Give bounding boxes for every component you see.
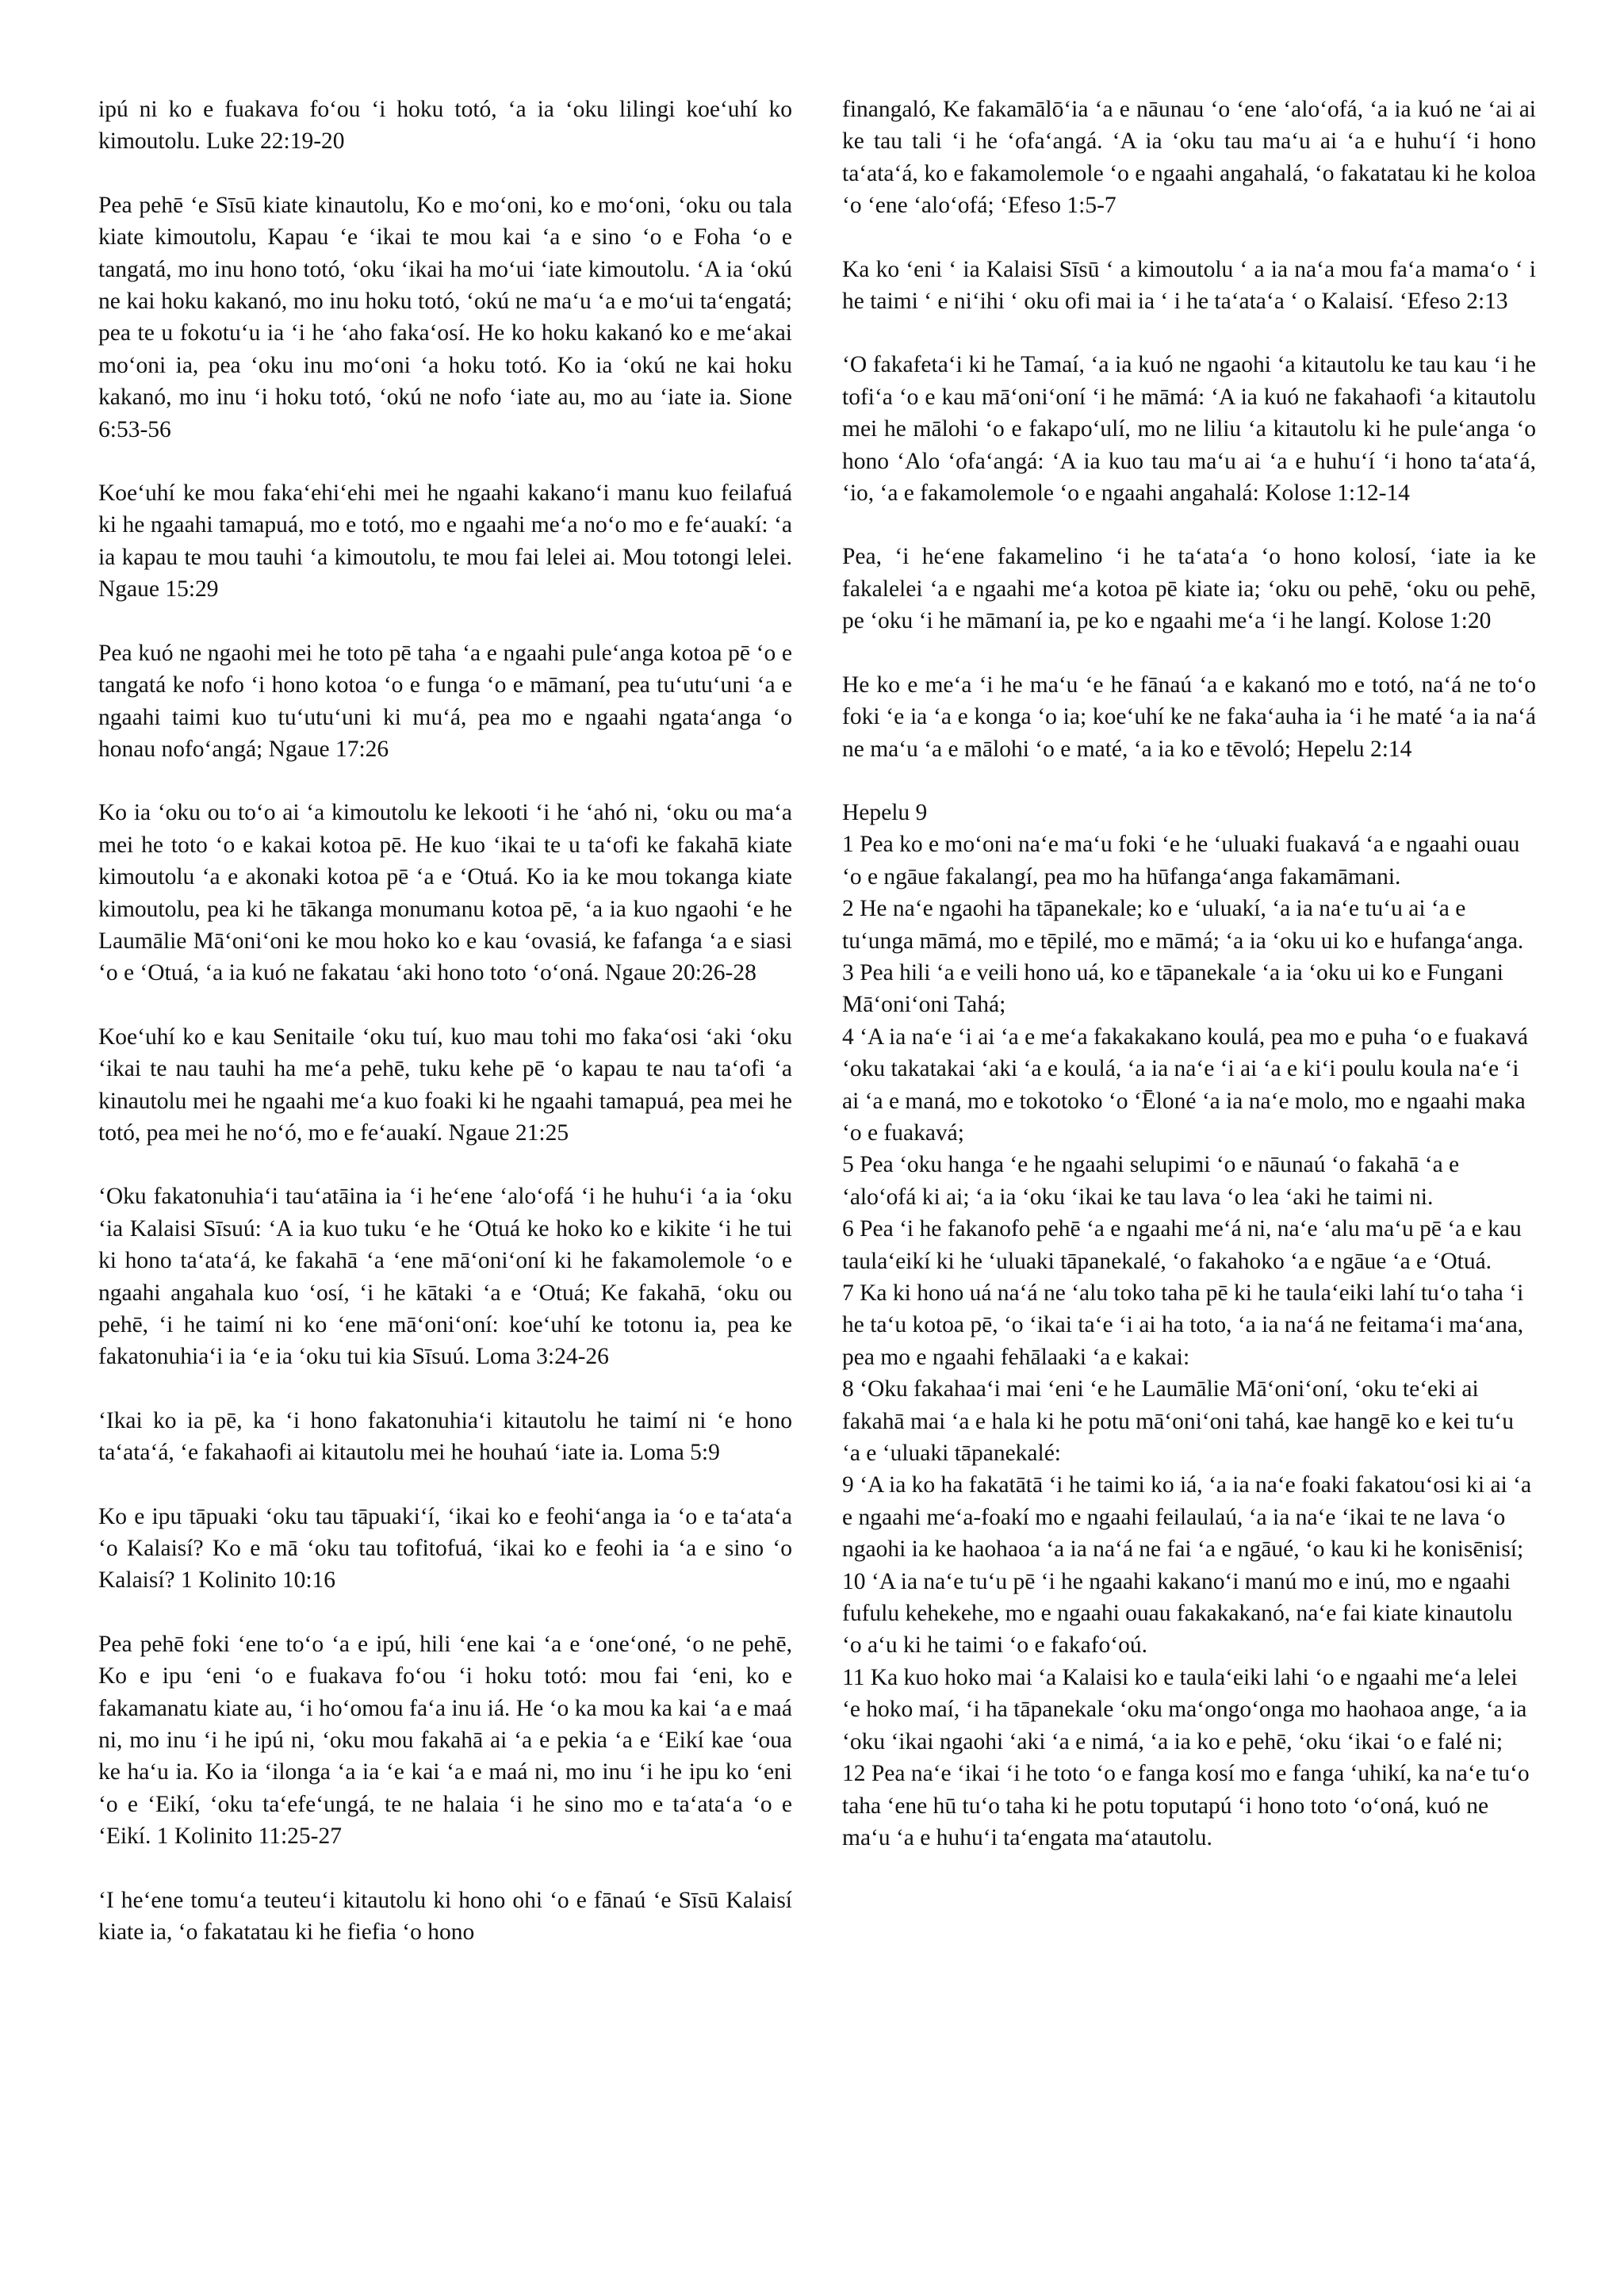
paragraph: Ko ia ʻoku ou toʻo ai ʻa kimoutolu ke lekooti ʻi he ʻahó ni, ʻoku ou maʻa mei he toto ʻo e kakai kotoa pē. He kuo ʻikai te u taʻofi ke fakahā kiate kimoutolu ʻa e akonaki kotoa pē ʻa e ʻOtuá. Ko ia ke mou tokanga kiate kimoutolu, pea ki he tākanga monumanu kotoa pē, ʻa ia kuo ngaohi ʻe he Laumālie Māʻoniʻoni ke mou hoko ko e kau ʻovasiá, ke fafanga ʻa e siasi ʻo e ʻOtuá, ʻa ia kuó ne fakatau ʻaki hono toto ʻoʻoná. Ngaue 20:26-28 [98,800,792,986]
paragraph: He ko e meʻa ʻi he maʻu ʻe he fānaú ʻa e kakanó mo e totó, naʻá ne toʻo foki ʻe ia ʻa e konga ʻo ia; koeʻuhí ke ne fakaʻauha ia ʻi he maté ʻa ia naʻá ne maʻu ʻa e mālohi ʻo e maté, ʻa ia ko e tēvoló; Hepelu 2:14 [842,672,1536,762]
chapter-heading: Hepelu 9 [842,799,928,825]
verse: 11 Ka kuo hoko mai ʻa Kalaisi ko e taulaʻeiki lahi ʻo e ngaahi meʻa lelei ʻe hoko maí, ʻi ha tāpanekale ʻoku maʻongoʻonga mo haohaoa ange, ʻa ia ʻoku ʻikai ngaohi ʻaki ʻa e nimá, ʻa ia ko e pehē, ʻoku ʻikai ʻo e falé ni; [842,1664,1527,1755]
left-column [98,94,792,1980]
verse: 12 Pea naʻe ʻikai ʻi he toto ʻo e fanga kosí mo e fanga ʻuhikí, ka naʻe tuʻo taha ʻene hū tuʻo taha ki he potu toputapú ʻi hono toto ʻoʻoná, kuó ne maʻu ʻa e huhuʻi taʻengata maʻatautolu. [842,1761,1530,1850]
hebrews-9-section [842,797,1536,1854]
paragraph: Ka ko ʻeni ʻ ia Kalaisi Sīsū ʻ a kimoutolu ʻ a ia naʻa mou faʻa mamaʻo ʻ i he taimi ʻ e niʻihi ʻ oku ofi mai ia ʻ i he taʻataʻa ʻ o Kalaisí. ʻEfeso 2:13 [842,256,1536,315]
verse: 2 He naʻe ngaohi ha tāpanekale; ko e ʻuluakí, ʻa ia naʻe tuʻu ai ʻa e tuʻunga māmá, mo e tēpilé, mo e māmá; ʻa ia ʻoku ui ko e hufangaʻanga. [842,896,1524,954]
paragraph: finangaló, Ke fakamālōʻia ʻa e nāunau ʻo ʻene ʻaloʻofá, ʻa ia kuó ne ʻai ai ke tau tali ʻi he ʻofaʻangá. ʻA ia ʻoku tau maʻu ai ʻa e huhuʻí ʻi hono taʻataʻá, ko e fakamolemole ʻo e ngaahi angahalá, ʻo fakatatau ki he koloa ʻo ʻene ʻaloʻofá; ʻEfeso 1:5-7 [842,97,1536,219]
verse: 9 ʻA ia ko ha fakatātā ʻi he taimi ko iá, ʻa ia naʻe foaki fakatouʻosi ki ai ʻa e ngaahi meʻa-foakí mo e ngaahi feilaulaú, ʻa ia naʻe ʻikai te ne lava ʻo ngaohi ia ke haohaoa ʻa ia naʻá ne fai ʻa e ngāué, ʻo kau ki he konisēnisí; [842,1472,1532,1563]
paragraph: Ko e ipu tāpuaki ʻoku tau tāpuakiʻí, ʻikai ko e feohiʻanga ia ʻo e taʻataʻa ʻo Kalaisí? Ko e mā ʻoku tau tofitofuá, ʻikai ko e feohi ia ʻa e sino ʻo Kalaisí? 1 Kolinito 10:16 [98,1503,792,1594]
paragraph: Koeʻuhí ke mou fakaʻehiʻehi mei he ngaahi kakanoʻi manu kuo feilafuá ki he ngaahi tamapuá, mo e totó, mo e ngaahi meʻa noʻo mo e feʻauakí: ʻa ia kapau te mou tauhi ʻa kimoutolu, te mou fai lelei ai. Mou totongi lelei. Ngaue 15:29 [98,480,792,603]
paragraph: ʻO fakafetaʻi ki he Tamaí, ʻa ia kuó ne ngaohi ʻa kitautolu ke tau kau ʻi he tofiʻa ʻo e kau māʻoniʻoní ʻi he māmá: ʻA ia kuó ne fakahaofi ʻa kitautolu mei he mālohi ʻo e fakapoʻulí, mo ne liliu ʻa kitautolu ki he puleʻanga ʻo hono ʻAlo ʻofaʻangá: ʻA ia kuo tau maʻu ai ʻa e huhuʻí ʻi hono taʻataʻá, ʻio, ʻa e fakamolemole ʻo e ngaahi angahalá: Kolose 1:12-14 [842,352,1536,507]
verse: 5 Pea ʻoku hanga ʻe he ngaahi selupimi ʻo e nāunaú ʻo fakahā ʻa e ʻaloʻofá ki ai; ʻa ia ʻoku ʻikai ke tau lava ʻo lea ʻaki he taimi ni. [842,1152,1460,1210]
paragraph: Pea pehē ʻe Sīsū kiate kinautolu, Ko e moʻoni, ko e moʻoni, ʻoku ou tala kiate kimoutolu, Kapau ʻe ʻikai te mou kai ʻa e sino ʻo e Foha ʻo e tangatá, mo inu hono totó, ʻoku ʻikai ha moʻui ʻiate kimoutolu. ʻA ia ʻokú ne kai hoku kakanó, mo inu hoku totó, ʻokú ne maʻu ʻa e moʻui taʻengatá; pea te u fokotuʻu ia ʻi he ʻaho fakaʻosí. He ko hoku kakanó ko e meʻakai moʻoni ia, pea ʻoku inu moʻoni ʻa hoku totó. Ko ia ʻokú ne kai hoku kakanó, mo inu ʻi hoku totó, ʻokú ne nofo ʻiate au, mo au ʻiate ia. Sione 6:53-56 [98,192,792,442]
paragraph: Pea, ʻi heʻene fakamelino ʻi he taʻataʻa ʻo hono kolosí, ʻiate ia ke fakalelei ʻa e ngaahi meʻa kotoa pē kiate ia; ʻoku ou pehē, ʻoku ou pehē, pe ʻoku ʻi he māmaní ia, pe ko e ngaahi meʻa ʻi he langí. Kolose 1:20 [842,544,1536,634]
paragraph: ʻOku fakatonuhiaʻi tauʻatāina ia ʻi heʻene ʻaloʻofá ʻi he huhuʻi ʻa ia ʻoku ʻia Kalaisi Sīsuú: ʻA ia kuo tuku ʻe he ʻOtuá ke hoko ko e kikite ʻi he tui ki hono taʻataʻá, ke fakahā ʻa ʻene māʻoniʻoní ki he fakamolemole ʻo e ngaahi angahala kuo ʻosí, ʻi he kātaki ʻa e ʻOtuá; Ke fakahā, ʻoku ou pehē, ʻi he taimí ni ko ʻene māʻoniʻoní: koeʻuhí ke totonu ia, pea ke fakatonuhiaʻi ia ʻe ia ʻoku tui kia Sīsuú. Loma 3:24-26 [98,1184,792,1370]
paragraph: ipú ni ko e fuakava foʻou ʻi hoku totó, ʻa ia ʻoku lilingi koeʻuhí ko kimoutolu. Luke 22:19-20 [98,97,792,155]
paragraph: ʻIkai ko ia pē, ka ʻi hono fakatonuhiaʻi kitautolu he taimí ni ʻe hono taʻataʻá, ʻe fakahaofi ai kitautolu mei he houhaú ʻiate ia. Loma 5:9 [98,1407,792,1466]
paragraph: Koeʻuhí ko e kau Senitaile ʻoku tuí, kuo mau tohi mo fakaʻosi ʻaki ʻoku ʻikai te nau tauhi ha meʻa pehē, tuku kehe pē ʻo kapau te nau taʻofi ʻa kinautolu mei he ngaahi meʻa kuo foaki ki he ngaahi tamapuá, pea mei he totó, pea mei he noʻó, mo e feʻauakí. Ngaue 21:25 [98,1024,792,1146]
verse: 10 ʻA ia naʻe tuʻu pē ʻi he ngaahi kakanoʻi manú mo e inú, mo e ngaahi fufulu kehekehe, mo e ngaahi ouau fakakakanó, naʻe fai kiate kinautolu ʻo aʻu ki he taimi ʻo e fakafoʻoú. [842,1568,1513,1659]
paragraph: Pea pehē foki ʻene toʻo ʻa e ipú, hili ʻene kai ʻa e ʻoneʻoné, ʻo ne pehē, Ko e ipu ʻeni ʻo e fuakava foʻou ʻi hoku totó: mou fai ʻeni, ko e fakamanatu kiate au, ʻi hoʻomou faʻa inu iá. He ʻo ka mou ka kai ʻa e maá ni, mo inu ʻi he ipú ni, ʻoku mou fakahā ai ʻa e pekia ʻa e ʻEikí kae ʻoua ke haʻu ia. Ko ia ʻilonga ʻa ia ʻe kai ʻa e maá ni, mo inu ʻi he ipu ko ʻeni ʻo e ʻEikí, ʻoku taʻefeʻungá, te ne halaia ʻi he sino mo e taʻataʻa ʻo e ʻEikí. 1 Kolinito 11:25-27 [98,1631,792,1850]
verse: 8 ʻOku fakahaaʻi mai ʻeni ʻe he Laumālie Māʻoniʻoní, ʻoku teʻeki ai fakahā mai ʻa e hala ki he potu māʻoniʻoni tahá, kae hangē ko e kei tuʻu ʻa e ʻuluaki tāpanekalé: [842,1376,1514,1467]
paragraph: ʻI heʻene tomuʻa teuteuʻi kitautolu ki hono ohi ʻo e fānaú ʻe Sīsū Kalaisí kiate ia, ʻo fakatatau ki he fiefia ʻo hono [98,1887,792,1946]
verse: 7 Ka ki hono uá naʻá ne ʻalu toko taha pē ki he taulaʻeiki lahí tuʻo taha ʻi he taʻu kotoa pē, ʻo ʻikai taʻe ʻi ai ha toto, ʻa ia naʻá ne feitamaʻi maʻana, pea mo e ngaahi fehālaaki ʻa e kakai: [842,1280,1524,1370]
right-column [842,94,1536,1854]
verse: 1 Pea ko e moʻoni naʻe maʻu foki ʻe he ʻuluaki fuakavá ʻa e ngaahi ouau ʻo e ngāue fakalangí, pea mo ha hūfangaʻanga fakamāmani. [842,832,1520,890]
paragraph: Pea kuó ne ngaohi mei he toto pē taha ʻa e ngaahi puleʻanga kotoa pē ʻo e tangatá ke nofo ʻi hono kotoa ʻo e funga ʻo e māmaní, pea tuʻutuʻuni ʻa e ngaahi taimi kuo tuʻutuʻuni ki muʻá, pea mo e ngaahi ngataʻanga ʻo honau nofoʻangá; Ngaue 17:26 [98,640,792,762]
verse: 4 ʻA ia naʻe ʻi ai ʻa e meʻa fakakakano koulá, pea mo e puha ʻo e fuakavá ʻoku takatakai ʻaki ʻa e koulá, ʻa ia naʻe ʻi ai ʻa e kiʻi poulu koula naʻe ʻi ai ʻa e maná, mo e tokotoko ʻo ʻĒloné ʻa ia naʻe molo, mo e ngaahi maka ʻo e fuakavá; [842,1024,1528,1146]
verse: 3 Pea hili ʻa e veili hono uá, ko e tāpanekale ʻa ia ʻoku ui ko e Fungani Māʻoniʻoni Tahá; [842,959,1503,1018]
verse: 6 Pea ʻi he fakanofo pehē ʻa e ngaahi meʻá ni, naʻe ʻalu maʻu pē ʻa e kau taulaʻeikí ki he ʻuluaki tāpanekalé, ʻo fakahoko ʻa e ngāue ʻa e ʻOtuá. [842,1216,1522,1274]
